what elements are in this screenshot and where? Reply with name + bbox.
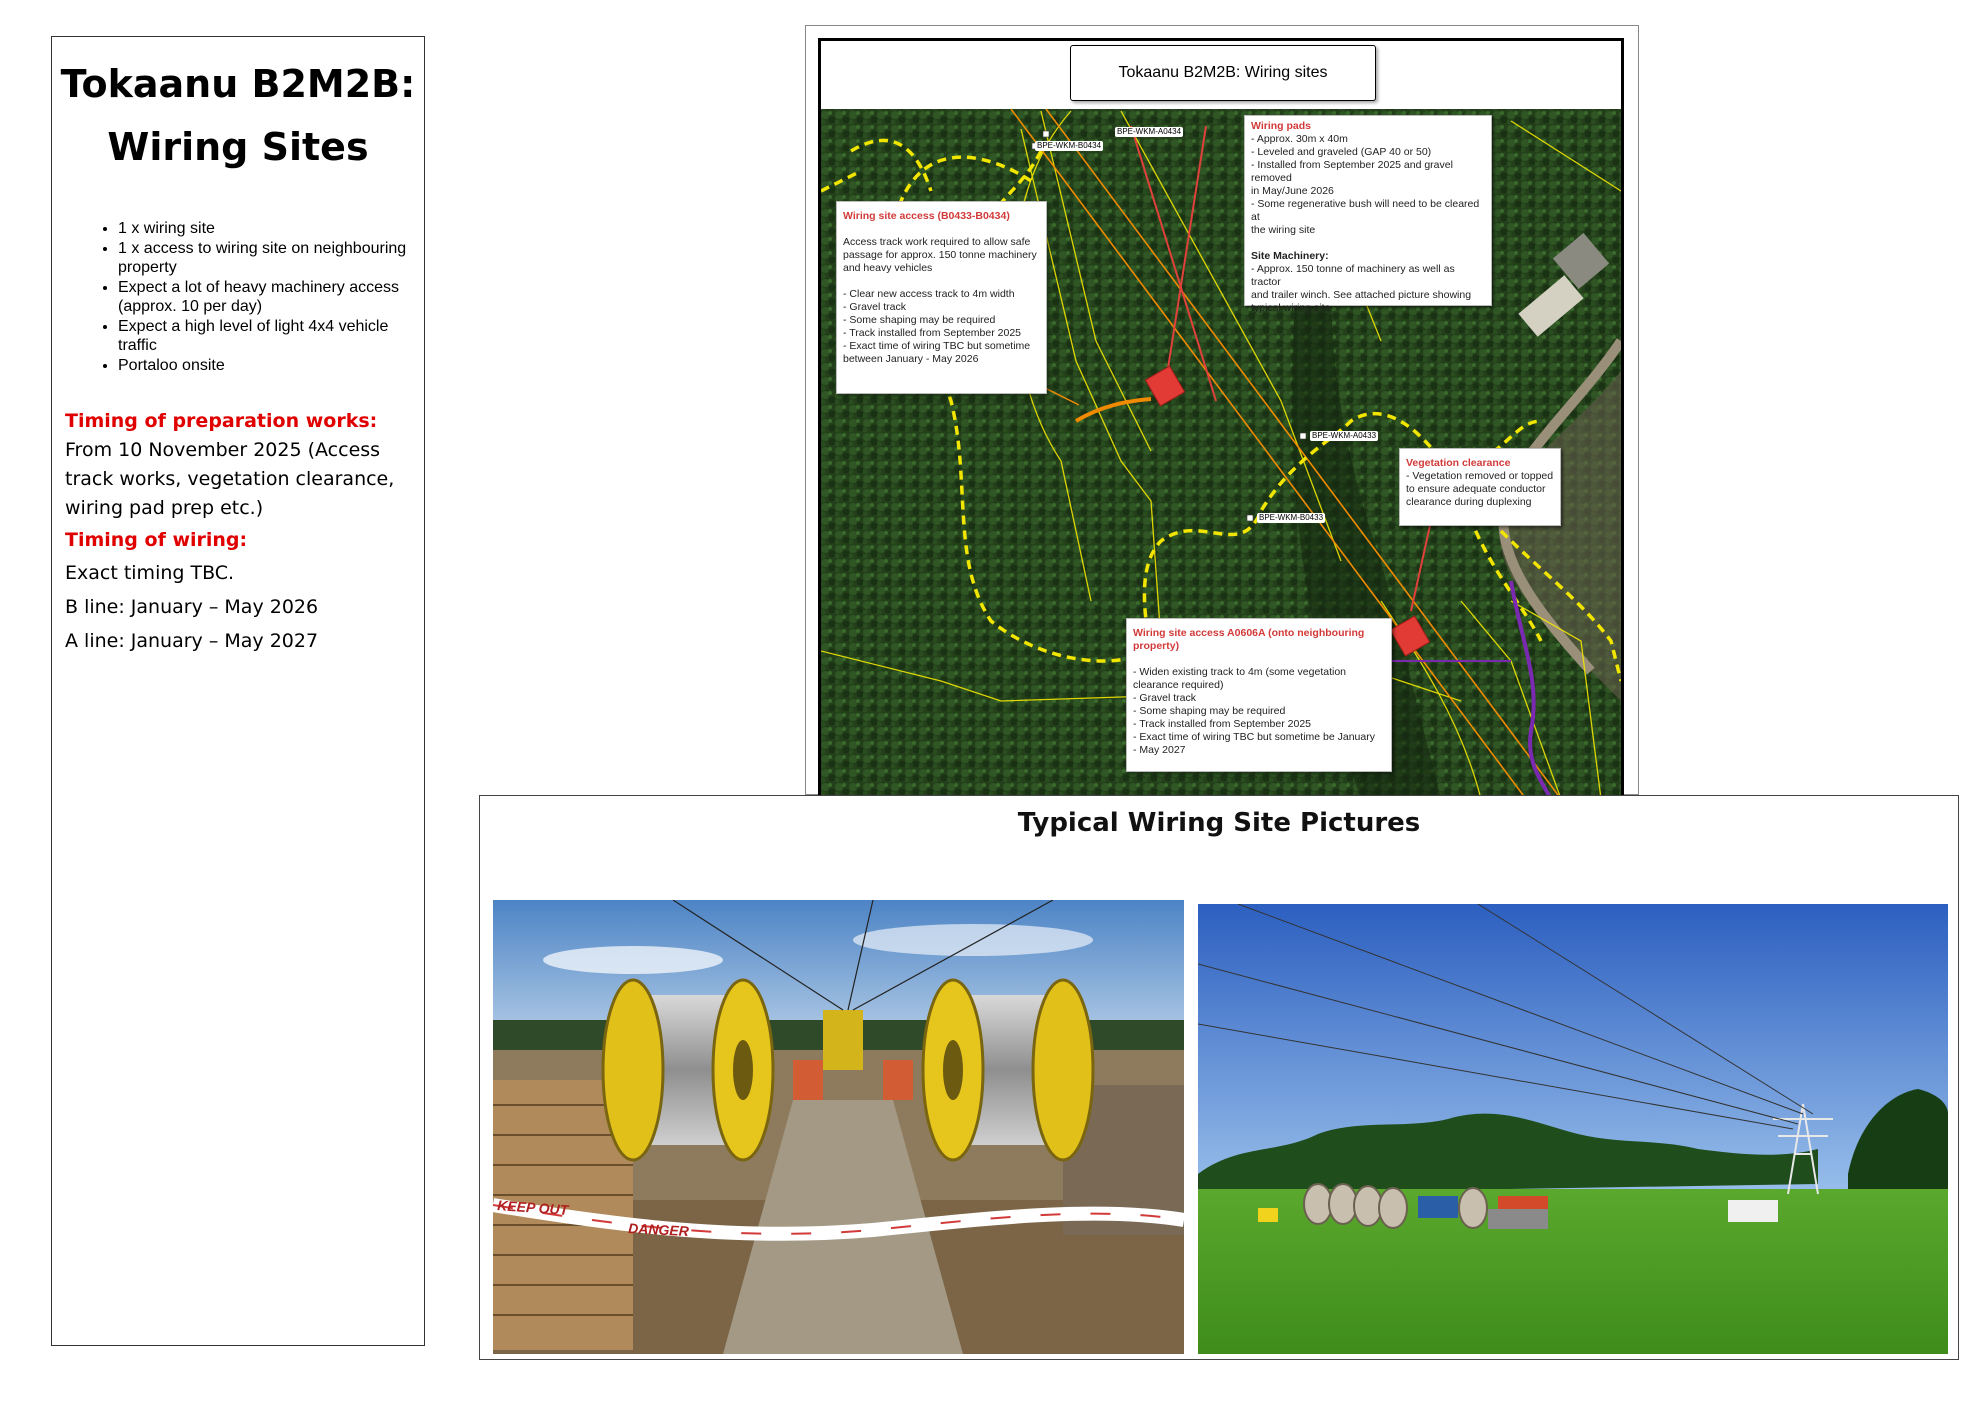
callout-line: - Some shaping may be required <box>1133 705 1286 717</box>
callout-access-a <box>1126 618 1392 772</box>
panel-title <box>52 53 424 179</box>
list-item: • Expect a lot of heavy machinery access (approx. 10 per day) <box>118 278 424 317</box>
callout-line: - Widen existing track to 4m (some vegetation <box>1133 666 1347 678</box>
callout-line: - Installed from September 2025 and gravel removed <box>1251 159 1453 184</box>
wiring-line: Exact timing TBC. <box>65 562 235 584</box>
callout-line: in May/June 2026 <box>1251 185 1334 197</box>
callout-line: - Track installed from September 2025 <box>1133 718 1311 730</box>
tape-text: DANGER <box>627 1220 690 1240</box>
callout-line: - Gravel track <box>843 301 907 313</box>
callout-line: between January - May 2026 <box>843 353 979 365</box>
pictures-panel <box>479 795 1959 1360</box>
tower-label: BPE-WKM-B0433 <box>1259 513 1324 522</box>
callout-vegetation-clearance <box>1399 448 1561 526</box>
callout-line: - Clear new access track to 4m width <box>843 288 1015 300</box>
callout-line: and trailer winch. See attached picture showing <box>1251 289 1472 301</box>
callout-line: - Exact time of wiring TBC but sometime <box>843 340 1031 352</box>
tower-label: BPE-WKM-A0434 <box>1117 127 1182 136</box>
panel-title-line1: Tokaanu B2M2B: <box>60 62 416 106</box>
callout-line: - Gravel track <box>1133 692 1197 704</box>
callout-line: Access track work required to allow safe <box>843 236 1031 248</box>
map-title: Tokaanu B2M2B: Wiring sites <box>1070 45 1376 101</box>
callout-heading: Wiring site access (B0433-B0434) <box>843 210 1010 222</box>
tower-label: BPE-WKM-A0433 <box>1312 431 1377 440</box>
panel-title-line2: Wiring Sites <box>107 125 369 169</box>
callout-line: - Approx. 150 tonne of machinery as well as tractor <box>1251 263 1455 288</box>
callout-line: the wiring site <box>1251 224 1316 236</box>
wiring-line: B line: January – May 2026 <box>65 596 319 618</box>
callout-line: to ensure adequate conductor <box>1406 483 1546 495</box>
callout-line: and heavy vehicles <box>843 262 933 274</box>
callout-line: - Some regenerative bush will need to be cleared at <box>1251 198 1480 223</box>
aerial-map[interactable] <box>818 38 1624 802</box>
prep-heading: Timing of preparation works: <box>65 410 378 432</box>
callout-line: - Approx. 30m x 40m <box>1251 133 1348 145</box>
wiring-line: A line: January – May 2027 <box>65 630 319 652</box>
list-item: • 1 x access to wiring site on neighbouring property <box>118 239 424 278</box>
callout-line: clearance required) <box>1133 679 1224 691</box>
callout-line: - Leveled and graveled (GAP 40 or 50) <box>1251 146 1432 158</box>
callout-heading: Wiring pads <box>1251 120 1311 132</box>
info-panel <box>51 36 425 1346</box>
prep-text: From 10 November 2025 (Access track works, vegetation clearance, wiring pad prep etc.) <box>65 439 395 519</box>
machinery-heading: Site Machinery: <box>1251 250 1329 262</box>
map-frame <box>805 25 1639 795</box>
callout-line: passage for approx. 150 tonne machinery <box>843 249 1037 261</box>
callout-heading: property) <box>1133 640 1180 652</box>
prep-section <box>52 407 424 656</box>
list-item: • 1 x wiring site <box>118 219 424 239</box>
callout-access-b <box>836 201 1047 394</box>
callout-line: - Vegetation removed or topped <box>1406 470 1554 482</box>
callout-line: - Exact time of wiring TBC but sometime be January <box>1133 731 1375 743</box>
callout-line: - Some shaping may be required <box>843 314 996 326</box>
cable-drum-photo <box>493 900 1184 1354</box>
list-item: • Portaloo onsite <box>118 356 424 376</box>
pictures-title: Typical Wiring Site Pictures <box>1017 808 1421 838</box>
callout-line: - Track installed from September 2025 <box>843 327 1021 339</box>
callout-line: typical wiring site <box>1251 302 1331 314</box>
callout-heading: Vegetation clearance <box>1406 457 1511 469</box>
tape-text: KEEP OUT <box>496 1197 569 1218</box>
callout-line: clearance during duplexing <box>1406 496 1532 508</box>
callout-wiring-pads <box>1244 115 1492 314</box>
callout-heading: Wiring site access A0606A (onto neighbouring <box>1133 627 1365 639</box>
tower-label: BPE-WKM-B0434 <box>1037 141 1102 150</box>
wiring-site-field-photo <box>1198 904 1948 1354</box>
list-item: • Expect a high level of light 4x4 vehicle traffic <box>118 317 424 356</box>
callout-line: - May 2027 <box>1133 744 1186 756</box>
wiring-heading: Timing of wiring: <box>65 529 248 551</box>
site-facts-list <box>52 219 424 375</box>
